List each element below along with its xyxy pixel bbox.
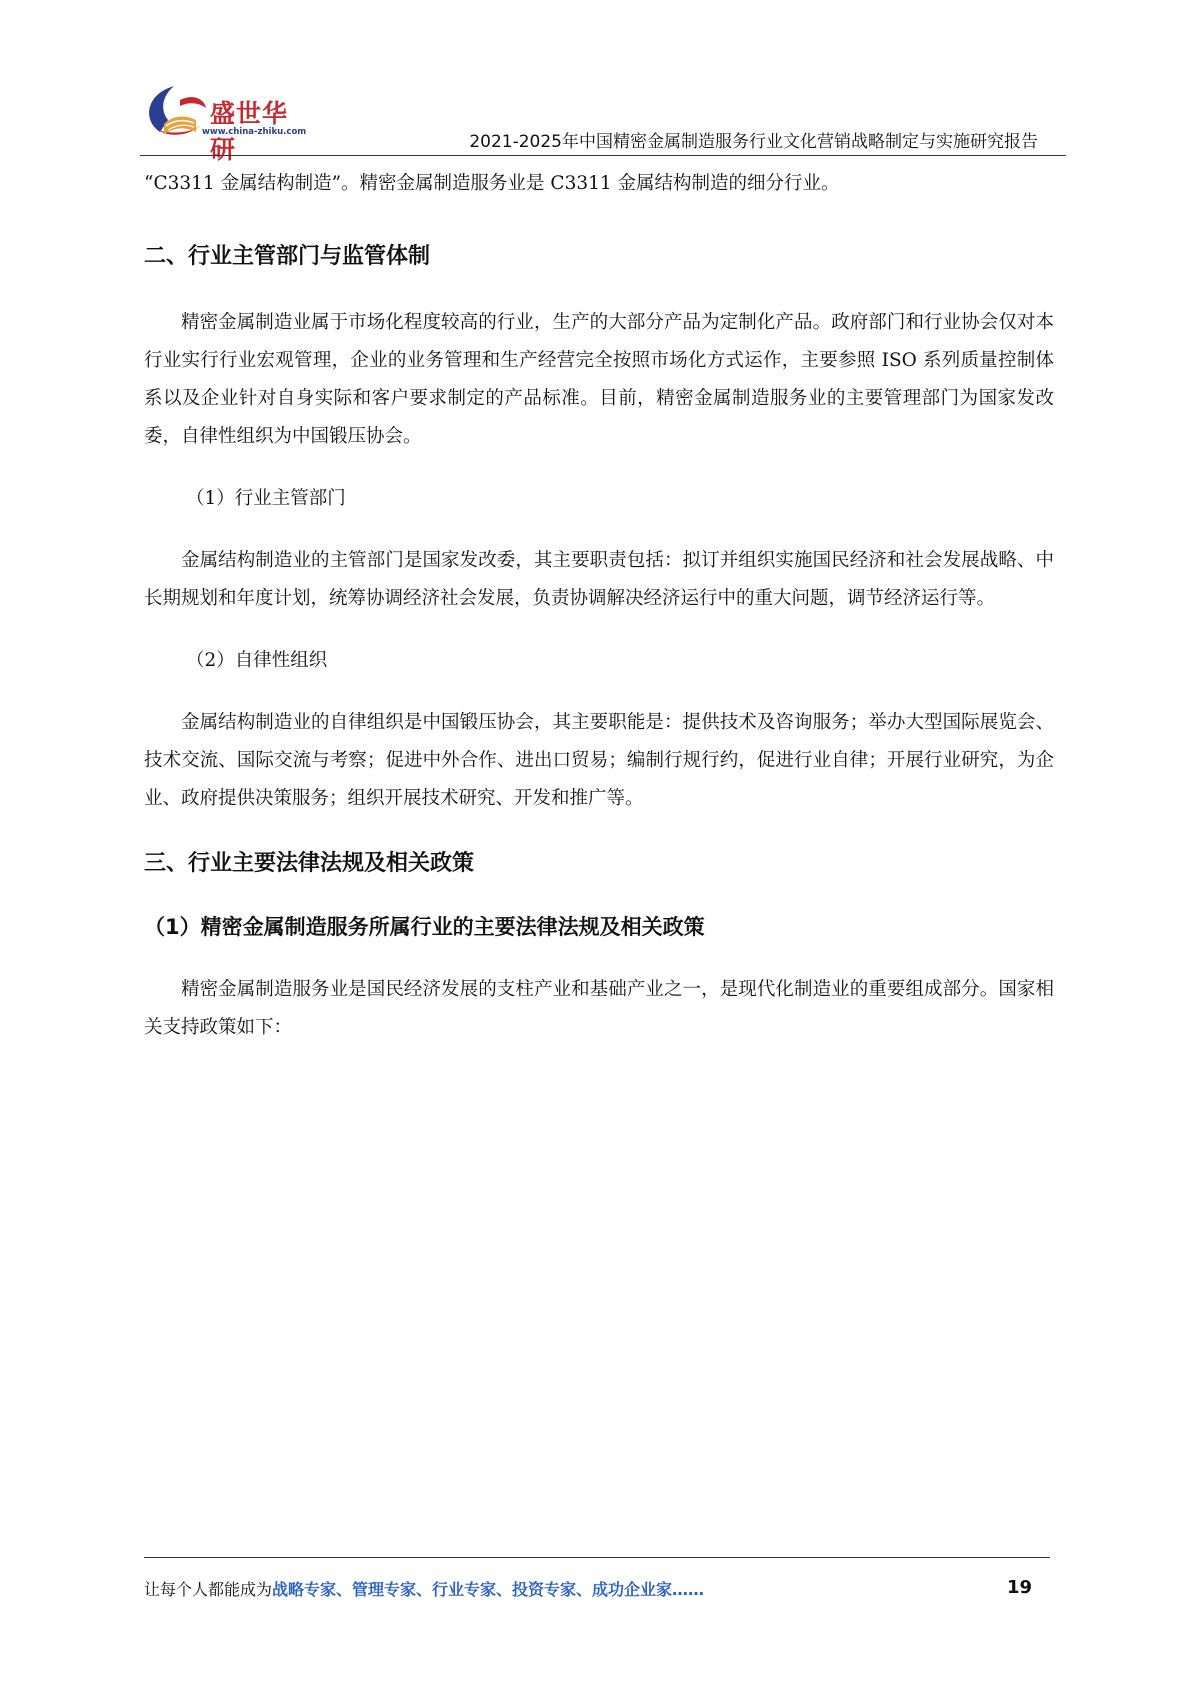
footer-lead-text: 让每个人都能成为 — [144, 1580, 273, 1599]
subsection-1-paragraph: 金属结构制造业的主管部门是国家发改委，其主要职责包括：拟订并组织实施国民经济和社会发展战略、中长期规划和年度计划，统筹协调经济社会发展，负责协调解决经济运行中的重大问题，调节经济运行等。 — [144, 550, 1054, 609]
subsection-2-paragraph: 金属结构制造业的自律组织是中国锻压协会，其主要职能是：提供技术及咨询服务；举办大型国际展览会、技术交流、国际交流与考察；促进中外合作、进出口贸易；编制行规行约，促进行业自律；开展行业研究，为企业、政府提供决策服务；组织开展技术研究、开发和推广等。 — [144, 712, 1054, 809]
page-number: 19 — [1006, 1577, 1032, 1598]
section-2-paragraph: 精密金属制造业属于市场化程度较高的行业，生产的大部分产品为定制化产品。政府部门和行业协会仅对本行业实行行业宏观管理，企业的业务管理和生产经营完全按照市场化方式运作，主要参照 ISO 系列质量控制体系以及企业针对自身实际和客户要求制定的产品标准。目前，精密金属制造服务业的主要管理部门为国家发改委，自律性组织为中国锻压协会。 — [144, 312, 1054, 447]
intro-line: “C3311 金属结构制造”。精密金属制造服务业是 C3311 金属结构制造的细分行业。 — [144, 173, 840, 194]
page-footer — [144, 1577, 1050, 1603]
company-logo — [140, 80, 310, 164]
header-divider — [140, 155, 1066, 156]
page-header — [140, 80, 1066, 164]
footer-divider — [144, 1557, 1050, 1558]
section-3-paragraph: 精密金属制造服务业是国民经济发展的支柱产业和基础产业之一，是现代化制造业的重要组成部分。国家相关支持政策如下： — [144, 979, 1054, 1038]
logo-url: www.china-zhiku.com — [202, 127, 307, 137]
section-3-heading: 三、行业主要法律法规及相关政策 — [144, 851, 475, 876]
page-body — [144, 168, 1054, 1047]
section-2-heading: 二、行业主管部门与监管体制 — [144, 244, 431, 269]
report-title: 2021-2025年中国精密金属制造服务行业文化营销战略制定与实施研究报告 — [469, 132, 1038, 152]
footer-roles-text: 战略专家、管理专家、行业专家、投资专家、成功企业家…… — [272, 1580, 705, 1599]
subsection-1-heading: （1）行业主管部门 — [186, 488, 346, 509]
section-3-subheading: （1）精密金属制造服务所属行业的主要法律法规及相关政策 — [144, 915, 705, 939]
subsection-2-heading: （2）自律性组织 — [186, 650, 328, 671]
logo-text: 盛世华研 — [210, 99, 289, 164]
